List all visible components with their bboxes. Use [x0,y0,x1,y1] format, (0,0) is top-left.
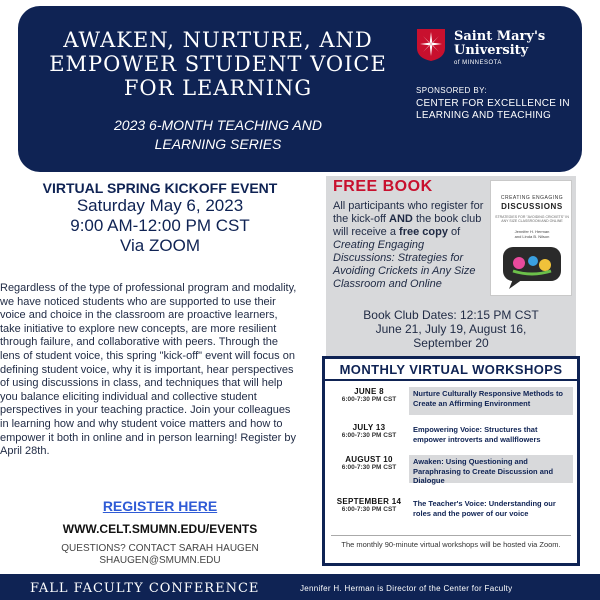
book-club-dates: Book Club Dates: 12:15 PM CST June 21, July 19, August 16, September 20 [363,308,539,350]
page-subtitle: 2023 6-MONTH TEACHING AND LEARNING SERIES [114,117,322,152]
register-link[interactable]: REGISTER HERE [102,498,218,514]
book-title: Creating Engaging Discussions: Strategies for Avoiding Crickets in Any Size Classroom and Online [333,239,476,290]
event-time: 9:00 AM-12:00 PM CST [70,216,250,235]
workshop-time: 6:00-7:30 PM CST [341,506,397,513]
book-cover [490,180,572,296]
workshop-when [331,455,407,471]
university-logo [416,28,566,68]
workshops-panel [322,356,580,566]
free-book-and: AND [389,213,413,225]
free-book-text-1: All participants who register for the kick-off [333,200,484,225]
header-banner [18,6,582,172]
book-cover-line2: DISCUSSIONS [501,202,563,211]
event-date: Saturday May 6, 2023 [76,196,244,215]
workshop-time: 6:00-7:30 PM CST [341,432,397,439]
workshop-title: Nurture Culturally Responsive Methods to Create an Affirming Environment [409,387,573,415]
book-cover-line1: CREATING ENGAGING [500,195,564,201]
workshop-row [331,455,573,485]
page-title: AWAKEN, NURTURE, AND EMPOWER STUDENT VOICE FOR LEARNING [49,28,387,100]
workshop-title: Awaken: Using Questioning and Paraphrasing to Create Discussion and Dialogue [409,455,573,483]
workshop-date: JUNE 8 [354,387,384,396]
workshop-date: AUGUST 10 [345,455,393,464]
sponsor-label: SPONSORED BY: [416,86,487,95]
workshop-date: SEPTEMBER 14 [336,497,402,506]
footer-conference-title: FALL FACULTY CONFERENCE [30,581,260,596]
kickoff-section [0,176,320,256]
speech-bubble-icon [499,243,565,291]
workshop-when [331,423,407,439]
free-book-heading: FREE BOOK [333,178,433,195]
event-description: Regardless of the type of professional program and modality, we have noticed students who are supported to use their voice and choice in the classroom are proactive learners, take initiative to explore new concepts, are more resilient through failure, and collaborative with peers. Through the lens of student voice, this spring "kick-off" event will focus on defining student voice, why it is important, hear perspectives of using discussions in class, and techniques that will help you balance eliciting individual and collective student perspectives in your teaching practice. Join your colleagues in learning how and why student voice matters and how to empower it both in online and in person learning! Register by April 28th. [0,282,297,458]
workshop-when [331,387,407,403]
workshop-title: The Teacher's Voice: Understanding our roles and the power of our voice [409,497,573,525]
workshop-time: 6:00-7:30 PM CST [341,464,397,471]
book-cover-authors: Jennifer H. Herman and Linda B. Nilson [514,229,550,239]
free-book-free-copy: free copy [399,226,448,238]
workshop-when [331,497,407,513]
workshop-row [331,423,573,453]
university-name: Saint Mary's University [454,29,546,58]
footer-banner [0,574,600,600]
workshop-row [331,497,573,527]
contact-email-link[interactable]: SHAUGEN@SMUMN.EDU [99,555,221,566]
free-book-text-3: of [447,226,461,238]
star-shield-icon [416,28,446,62]
workshop-time: 6:00-7:30 PM CST [341,396,397,403]
workshops-heading: MONTHLY VIRTUAL WORKSHOPS [325,359,577,381]
free-book-text-2: the book club will receive a [333,213,482,238]
sponsor-name: CENTER FOR EXCELLENCE IN LEARNING AND TEACHING [416,98,570,121]
university-location: of MINNESOTA [454,60,502,66]
event-platform: Via ZOOM [120,236,200,255]
workshop-title: Empowering Voice: Structures that empower introverts and wallflowers [409,423,573,451]
events-website-link[interactable]: WWW.CELT.SMUMN.EDU/EVENTS [62,522,258,536]
kickoff-heading: VIRTUAL SPRING KICKOFF EVENT [42,180,278,196]
footer-bio-text: Jennifer H. Herman is Director of the Center for Faculty [300,584,513,593]
book-cover-line3: STRATEGIES FOR "AVOIDING CRICKETS" IN ANY SIZE CLASSROOM AND ONLINE [495,215,569,223]
contact-info [0,543,320,567]
workshops-footnote: The monthly 90-minute virtual workshops will be hosted via Zoom. [331,535,571,550]
free-book-description [333,200,485,291]
workshop-date: JULY 13 [352,423,386,432]
workshop-row [331,387,573,417]
contact-text: QUESTIONS? CONTACT SARAH HAUGEN [61,543,259,554]
